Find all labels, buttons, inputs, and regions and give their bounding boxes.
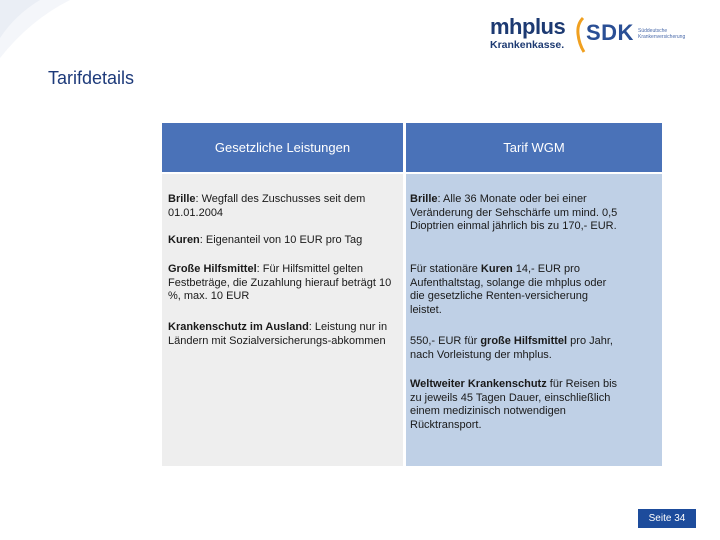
sdk-logo-subtitle: Süddeutsche Krankenversicherung xyxy=(638,28,686,40)
sdk-logo: SDK xyxy=(586,20,634,45)
left-glasses-label: Brille xyxy=(168,193,196,205)
column-header-statutory: Gesetzliche Leistungen xyxy=(162,123,403,172)
left-glasses-text: : Wegfall des Zuschusses seit dem 01.01.2004 xyxy=(168,193,366,219)
left-cures-text: : Eigenanteil von 10 EUR pro Tag xyxy=(199,234,363,246)
left-abroad-label: Krankenschutz im Ausland xyxy=(168,321,309,333)
header-logos xyxy=(486,14,706,58)
left-cell-aids xyxy=(168,263,398,304)
mhplus-logo-plus: plus xyxy=(522,14,566,39)
column-header-tariff: Tarif WGM xyxy=(406,123,662,172)
right-glasses-text: : Alle 36 Monate oder bei einer Veränderung der Sehschärfe um mind. 0,5 Dioptrien einmal jährlich bis zu 170,- EUR. xyxy=(410,193,618,232)
right-glasses-label: Brille xyxy=(410,193,438,205)
left-cell-abroad xyxy=(168,321,398,348)
right-cell-cures xyxy=(410,263,622,317)
right-cures-text: 14,- EUR pro Aufenthaltstag, solange die mhplus oder die gesetzliche Renten-versicherung leistet. xyxy=(410,263,607,316)
left-abroad-text: : Leistung nur in Ländern mit Sozialversicherungs-abkommen xyxy=(168,321,388,347)
right-cures-prefix: Für stationäre xyxy=(410,263,481,275)
left-cell-cures xyxy=(168,234,398,248)
right-cell-aids xyxy=(410,335,622,362)
left-cell-glasses xyxy=(168,193,398,220)
right-aids-label: große Hilfsmittel xyxy=(480,335,568,347)
right-aids-prefix: 550,- EUR für xyxy=(410,335,481,347)
left-aids-text: : Für Hilfsmittel gelten Festbeträge, die Zuzahlung hierauf beträgt 10 %, max. 10 EUR xyxy=(168,263,392,302)
right-cell-glasses xyxy=(410,193,622,234)
right-cures-label: Kuren xyxy=(480,263,513,275)
right-worldwide-label: Weltweiter Krankenschutz xyxy=(410,378,547,390)
mhplus-logo xyxy=(490,16,565,51)
left-aids-label: Große Hilfsmittel xyxy=(168,263,257,275)
mhplus-logo-mh: mh xyxy=(490,14,522,39)
comparison-table xyxy=(162,123,662,466)
right-aids-text: pro Jahr, nach Vorleistung der mhplus. xyxy=(410,335,613,361)
right-cell-worldwide xyxy=(410,378,622,432)
slide-title: Tarifdetails xyxy=(48,68,135,88)
left-cures-label: Kuren xyxy=(168,234,200,246)
page-number-badge: Seite 34 xyxy=(638,509,696,528)
mhplus-logo-subtitle: Krankenkasse. xyxy=(490,39,565,51)
right-worldwide-text: für Reisen bis zu jeweils 45 Tagen Dauer, einschließlich einem medizinisch notwendigen Rücktransport. xyxy=(410,378,618,431)
corner-swoosh-decoration xyxy=(0,0,90,60)
